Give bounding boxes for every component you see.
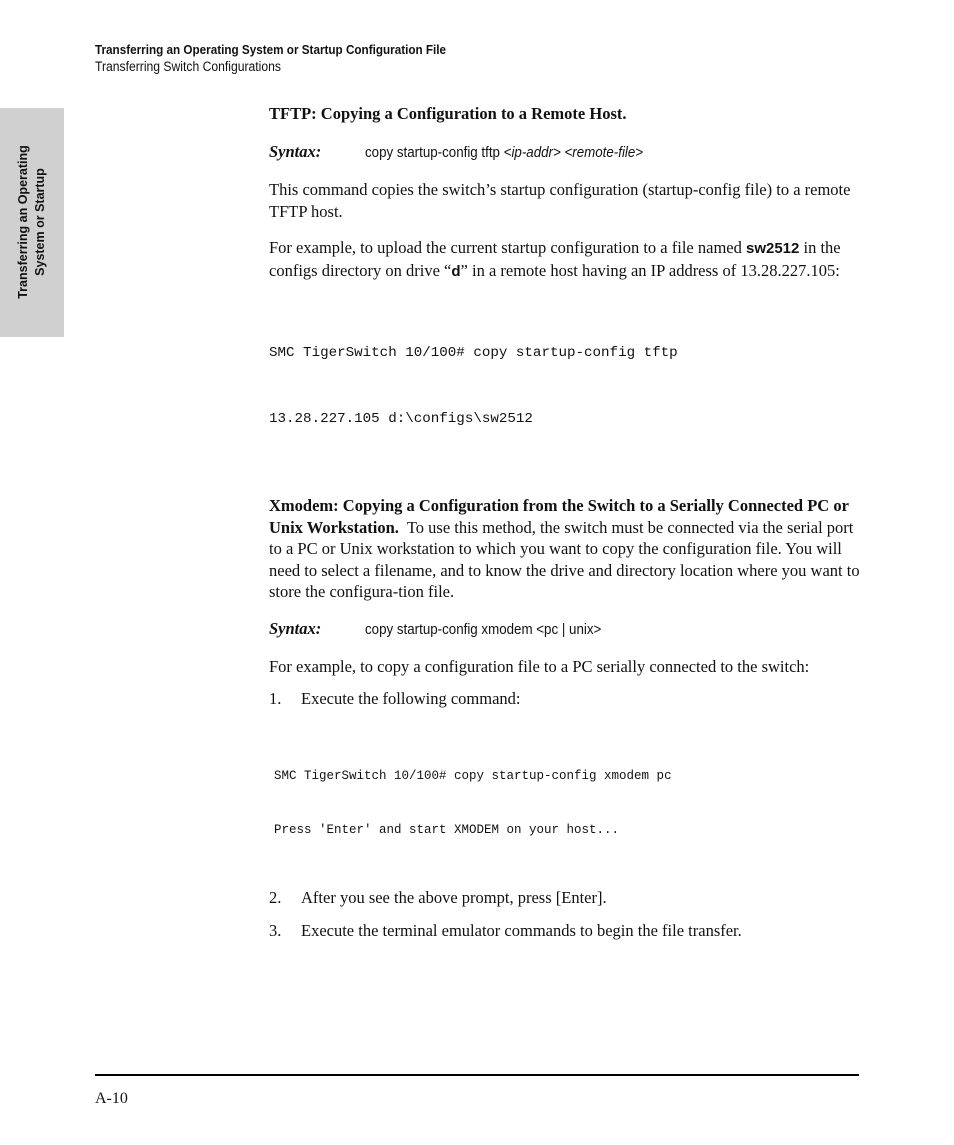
filename: sw2512 bbox=[745, 240, 800, 257]
tftp-code-block bbox=[269, 298, 861, 474]
tftp-syntax bbox=[269, 141, 861, 165]
chapter-title: Transferring an Operating System or Startup Configuration File bbox=[95, 42, 447, 57]
syntax-label: Syntax: bbox=[269, 618, 322, 638]
tftp-heading: TFTP: Copying a Configuration to a Remote Host. bbox=[269, 104, 627, 123]
code-line: 13.28.227.105 d:\configs\sw2512 bbox=[269, 411, 533, 427]
running-header bbox=[95, 41, 485, 75]
footer-rule bbox=[95, 1074, 859, 1076]
xmodem-example: For example, to copy a configuration file to a PC serially connected to the switch: bbox=[269, 657, 810, 676]
side-tab-line1: Transferring an Operating bbox=[16, 145, 30, 299]
list-item: 3. Execute the terminal emulator commands to begin the file transfer. bbox=[269, 920, 742, 940]
xmodem-syntax bbox=[269, 618, 861, 642]
code-line: Press 'Enter' and start XMODEM on your host... bbox=[274, 823, 620, 837]
tftp-description: This command copies the switch’s startup configuration (startup-config file) to a remote TFTP host. bbox=[269, 180, 851, 221]
xmodem-paragraph: Xmodem: Copying a Configuration from the Switch to a Serially Connected PC or Unix Workstation. To use this method, the switch must be connected via the serial port to a PC or Unix workstation to which you want to copy the configuration file. You will need to select a filename, and to know the drive and directory location where you want to store the configura-tion file. bbox=[269, 496, 860, 601]
xmodem-code-block bbox=[269, 731, 861, 875]
side-tab-label bbox=[15, 112, 49, 332]
side-tab-line2: System or Startup bbox=[33, 168, 47, 276]
syntax-label: Syntax: bbox=[269, 141, 322, 161]
tftp-example: For example, to upload the current startup configuration to a file named sw2512 in the configs directory on drive “d” in a remote host having an IP address of 13.28.227.105: bbox=[269, 238, 841, 280]
list-item: 1. Execute the following command: bbox=[269, 688, 521, 708]
drive-letter: d bbox=[451, 262, 461, 280]
list-item: 2. After you see the above prompt, press [Enter]. bbox=[269, 888, 607, 907]
main-content bbox=[269, 101, 861, 941]
xmodem-heading: Xmodem: Copying a Configuration from the Switch to a Serially Connected PC or Unix Workstation. bbox=[269, 496, 849, 537]
page-number: A-10 bbox=[95, 1090, 128, 1107]
code-line: SMC TigerSwitch 10/100# copy startup-config xmodem pc bbox=[274, 769, 672, 783]
code-line: SMC TigerSwitch 10/100# copy startup-config tftp bbox=[269, 345, 678, 361]
side-tab bbox=[0, 108, 64, 337]
syntax-command: copy startup-config xmodem <pc | unix> bbox=[365, 621, 602, 638]
syntax-command: copy startup-config tftp <ip-addr> <remote-file> bbox=[365, 144, 644, 161]
section-title: Transferring Switch Configurations bbox=[95, 59, 281, 74]
